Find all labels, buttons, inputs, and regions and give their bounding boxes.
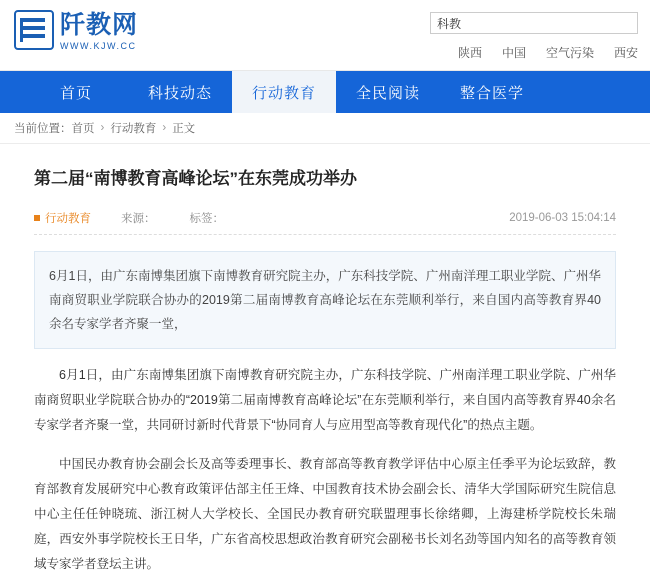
article-paragraph-1: 6月1日，由广东南博集团旗下南博教育研究院主办，广东科技学院、广州南洋理工职业学院、广州华南商贸职业学院联合协办的“2019第二届南博教育高峰论坛”在东莞顺利举行，来自国内高等教育界40余名专家学者齐聚一堂，共同研讨新时代背景下“协同育人与应用型高等教育现代化”的热点主题。 <box>34 368 616 432</box>
breadcrumb-prefix: 当前位置： <box>14 123 72 135</box>
article <box>0 144 650 577</box>
nav-item-tech-news[interactable]: 科技动态 <box>147 84 212 102</box>
nav-item-public-reading[interactable]: 全民阅读 <box>355 84 420 102</box>
nav-item-home[interactable]: 首页 <box>59 84 92 102</box>
city-link-3[interactable]: 西安 <box>613 46 638 60</box>
logo-text <box>60 10 138 52</box>
article-date: 2019-06-03 15:04:14 <box>509 212 616 224</box>
article-tags-label: 标签： <box>189 213 224 225</box>
search-box[interactable] <box>430 12 638 34</box>
article-summary: 6月1日，由广东南博集团旗下南博教育研究院主办，广东科技学院、广州南洋理工职业学院、广州华南商贸职业学院联合协办的2019第二届南博教育高峰论坛在东莞顺利举行，来自国内高等教育界40余名专家学者齐聚一堂， <box>34 251 616 349</box>
logo-title: 阡教网 <box>60 10 139 39</box>
square-bullet-icon <box>34 215 40 221</box>
breadcrumb-item-home[interactable]: 首页 <box>71 123 95 135</box>
logo-mark-icon <box>14 10 54 50</box>
city-links <box>458 44 638 61</box>
breadcrumb-item-category[interactable]: 行动教育 <box>110 123 157 135</box>
site-logo[interactable] <box>14 10 138 52</box>
breadcrumb-separator-2: › <box>162 122 167 134</box>
article-paragraph-2: 中国民办教育协会副会长及高等委理事长、教育部高等教育教学评估中心原主任季平为论坛致辞，教育部教育发展研究中心教育政策评估部主任王烽、中国教育技术协会副会长、清华大学国际研究生院信息中心主任任钟晓琉、浙江树人大学校长、全国民办教育研究联盟理事长徐绪卿，上海建桥学院校长朱瑞庭，西安外事学院校长王日华，广东省高校思想政治教育研究会副秘书长刘名劲等国内知名的高等教育领域专家学者登坛主讲。 <box>34 457 616 571</box>
nav-item-action-education[interactable]: 行动教育 <box>232 71 336 113</box>
article-meta <box>34 210 616 235</box>
article-category-label: 行动教育 <box>45 213 91 225</box>
city-link-1[interactable]: 中国 <box>501 46 526 60</box>
city-link-0[interactable]: 陕西 <box>457 46 482 60</box>
site-header <box>0 0 650 71</box>
article-source-label: 来源： <box>121 213 156 225</box>
article-category[interactable] <box>34 210 91 226</box>
city-link-2[interactable]: 空气污染 <box>545 46 594 60</box>
nav-item-integrated-medicine[interactable]: 整合医学 <box>459 84 524 102</box>
breadcrumb-item-current: 正文 <box>172 123 196 135</box>
breadcrumb-separator-1: › <box>100 122 105 134</box>
logo-url: WWW.KJW.CC <box>60 41 137 51</box>
breadcrumb <box>0 113 650 144</box>
search-input[interactable] <box>431 13 637 33</box>
page-title: 第二届“南博教育高峰论坛”在东莞成功举办 <box>34 169 357 188</box>
main-nav <box>0 71 650 113</box>
